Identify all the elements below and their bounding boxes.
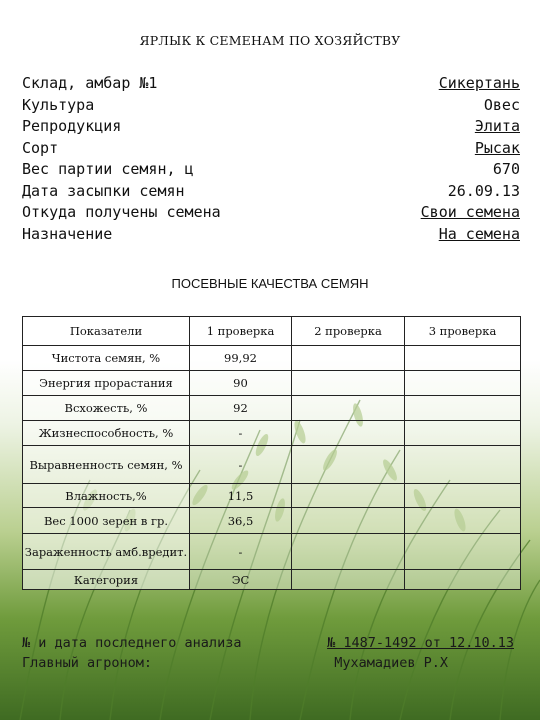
check-2-value <box>292 570 405 590</box>
table-row <box>23 396 521 421</box>
info-row-source <box>22 202 520 224</box>
check-3-value <box>405 570 521 590</box>
row-label: Жизнеспособность, % <box>23 421 190 446</box>
check-3-value <box>405 446 521 484</box>
row-label: Категория <box>23 570 190 590</box>
info-value: Свои семена <box>420 203 520 221</box>
footer-row-analysis <box>22 633 520 653</box>
info-label: Склад, амбар №1 <box>22 74 158 92</box>
check-1-value: ЭС <box>190 570 292 590</box>
info-row-reproduction <box>22 116 520 138</box>
row-label: Энергия прорастания <box>23 371 190 396</box>
table-header-row <box>23 317 521 346</box>
check-2-value <box>292 534 405 570</box>
check-2-value <box>292 346 405 371</box>
info-value: 26.09.13 <box>447 181 520 200</box>
check-2-value <box>292 396 405 421</box>
info-row-warehouse <box>22 73 520 95</box>
row-label: Выравненность семян, % <box>23 446 190 484</box>
row-label: Зараженность амб.вредит. <box>23 534 190 570</box>
column-header: 2 проверка <box>292 317 405 346</box>
info-value: Овес <box>483 95 520 114</box>
info-value: 670 <box>492 160 520 178</box>
info-label: Вес партии семян, ц <box>22 160 194 178</box>
info-label: Дата засыпки семян <box>22 181 185 200</box>
table-row <box>23 446 521 484</box>
check-1-value: 11,5 <box>190 484 292 508</box>
footer-value: Мухамадиев Р.Х <box>334 655 448 671</box>
row-label: Вес 1000 зерен в гр. <box>23 508 190 534</box>
column-header: 1 проверка <box>190 317 292 346</box>
info-row-variety <box>22 138 520 160</box>
info-value: Сикертань <box>438 74 520 92</box>
check-2-value <box>292 421 405 446</box>
check-1-value: 90 <box>190 371 292 396</box>
info-row-weight <box>22 159 520 181</box>
info-row-crop <box>22 95 520 117</box>
info-label: Культура <box>22 95 95 114</box>
info-value: Рысак <box>474 138 520 157</box>
seed-quality-table <box>22 316 521 590</box>
section-title: ПОСЕВНЫЕ КАЧЕСТВА СЕМЯН <box>171 276 369 291</box>
footer-value: № 1487-1492 от 12.10.13 <box>327 635 514 651</box>
check-1-value: 36,5 <box>190 508 292 534</box>
column-header: 3 проверка <box>405 317 521 346</box>
check-3-value <box>405 484 521 508</box>
table-row <box>23 570 521 590</box>
table-row <box>23 484 521 508</box>
check-1-value: - <box>190 446 292 484</box>
info-value: На семена <box>438 224 520 243</box>
table-row <box>23 508 521 534</box>
info-value: Элита <box>474 117 520 135</box>
check-3-value <box>405 534 521 570</box>
footer-row-agronomist <box>22 653 520 673</box>
table-row <box>23 371 521 396</box>
table-row <box>23 534 521 570</box>
row-label: Чистота семян, % <box>23 346 190 371</box>
seed-info-block <box>22 73 520 245</box>
column-header: Показатели <box>23 317 190 346</box>
check-1-value: 92 <box>190 396 292 421</box>
info-label: Откуда получены семена <box>22 203 221 221</box>
check-3-value <box>405 508 521 534</box>
info-row-purpose <box>22 224 520 246</box>
info-label: Сорт <box>22 138 59 157</box>
table-row <box>23 421 521 446</box>
check-2-value <box>292 446 405 484</box>
check-2-value <box>292 371 405 396</box>
footer-block <box>22 633 520 673</box>
check-2-value <box>292 484 405 508</box>
info-row-date <box>22 181 520 203</box>
footer-label: Главный агроном: <box>22 655 153 671</box>
check-3-value <box>405 371 521 396</box>
check-3-value <box>405 396 521 421</box>
table-row <box>23 346 521 371</box>
row-label: Всхожесть, % <box>23 396 190 421</box>
info-label: Назначение <box>22 224 113 243</box>
check-2-value <box>292 508 405 534</box>
row-label: Влажность,% <box>23 484 190 508</box>
check-1-value: - <box>190 534 292 570</box>
check-1-value: 99,92 <box>190 346 292 371</box>
check-1-value: - <box>190 421 292 446</box>
footer-label: № и дата последнего анализа <box>22 635 242 651</box>
check-3-value <box>405 346 521 371</box>
check-3-value <box>405 421 521 446</box>
page-title: ЯРЛЫК К СЕМЕНАМ ПО ХОЗЯЙСТВУ <box>139 33 401 48</box>
info-label: Репродукция <box>22 117 122 135</box>
